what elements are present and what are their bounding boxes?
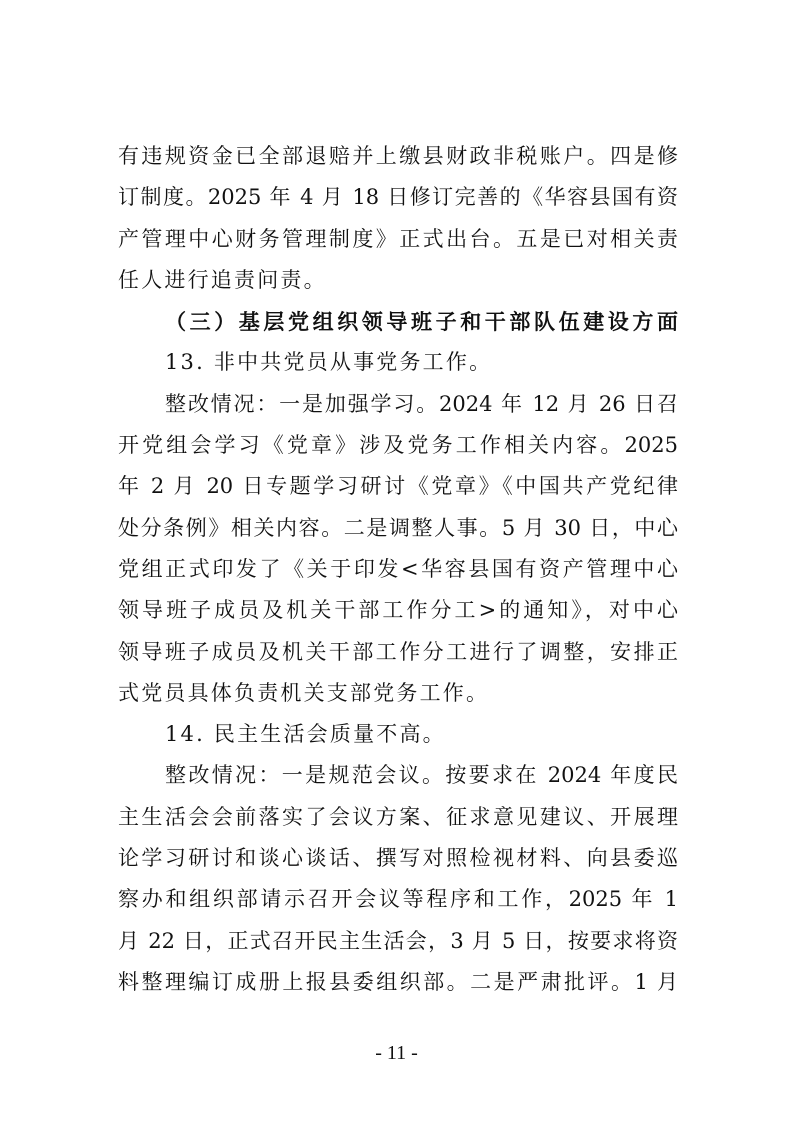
paragraph-line: 产管理中心财务管理制度》正式出台。五是已对相关责 <box>118 226 678 251</box>
item-heading: 13. 非中共党员从事党务工作。 <box>165 350 493 375</box>
paragraph-line: 月 22 日，正式召开民主生活会，3 月 5 日，按要求将资 <box>118 928 678 953</box>
paragraph-line: 年 2 月 20 日专题学习研讨《党章》《中国共产党纪律 <box>118 474 678 499</box>
section-heading: （三）基层党组织领导班子和干部队伍建设方面 <box>165 309 678 335</box>
paragraph-line: 处分条例》相关内容。二是调整人事。5 月 30 日，中心 <box>118 515 678 540</box>
paragraph-line: 有违规资金已全部退赔并上缴县财政非税账户。四是修 <box>118 144 678 168</box>
document-body <box>118 136 678 1003</box>
paragraph-line: 任人进行追责问责。 <box>118 267 327 292</box>
paragraph-line: 主生活会会前落实了会议方案、征求意见建议、开展理 <box>118 804 678 829</box>
paragraph-line: 整改情况：一是加强学习。2024 年 12 月 26 日召 <box>165 391 678 416</box>
paragraph-line: 领导班子成员及机关干部工作分工进行了调整，安排正 <box>118 639 678 664</box>
paragraph-line: 料整理编订成册上报县委组织部。二是严肃批评。1 月 <box>118 969 678 994</box>
paragraph-line: 式党员具体负责机关支部党务工作。 <box>118 680 490 705</box>
paragraph-line: 开党组会学习《党章》涉及党务工作相关内容。2025 <box>118 433 678 458</box>
page-number: - 11 - <box>375 1042 418 1064</box>
paragraph-line: 订制度。2025 年 4 月 18 日修订完善的《华容县国有资 <box>118 185 678 210</box>
item-heading: 14. 民主生活会质量不高。 <box>165 722 446 747</box>
paragraph-line: 领导班子成员及机关干部工作分工>的通知》，对中心 <box>118 598 678 623</box>
paragraph-line: 党组正式印发了《关于印发<华容县国有资产管理中心 <box>118 556 678 581</box>
paragraph-line: 整改情况：一是规范会议。按要求在 2024 年度民 <box>165 763 678 788</box>
paragraph-line: 论学习研讨和谈心谈话、撰写对照检视材料、向县委巡 <box>118 846 678 871</box>
paragraph-line: 察办和组织部请示召开会议等程序和工作，2025 年 1 <box>118 887 678 912</box>
